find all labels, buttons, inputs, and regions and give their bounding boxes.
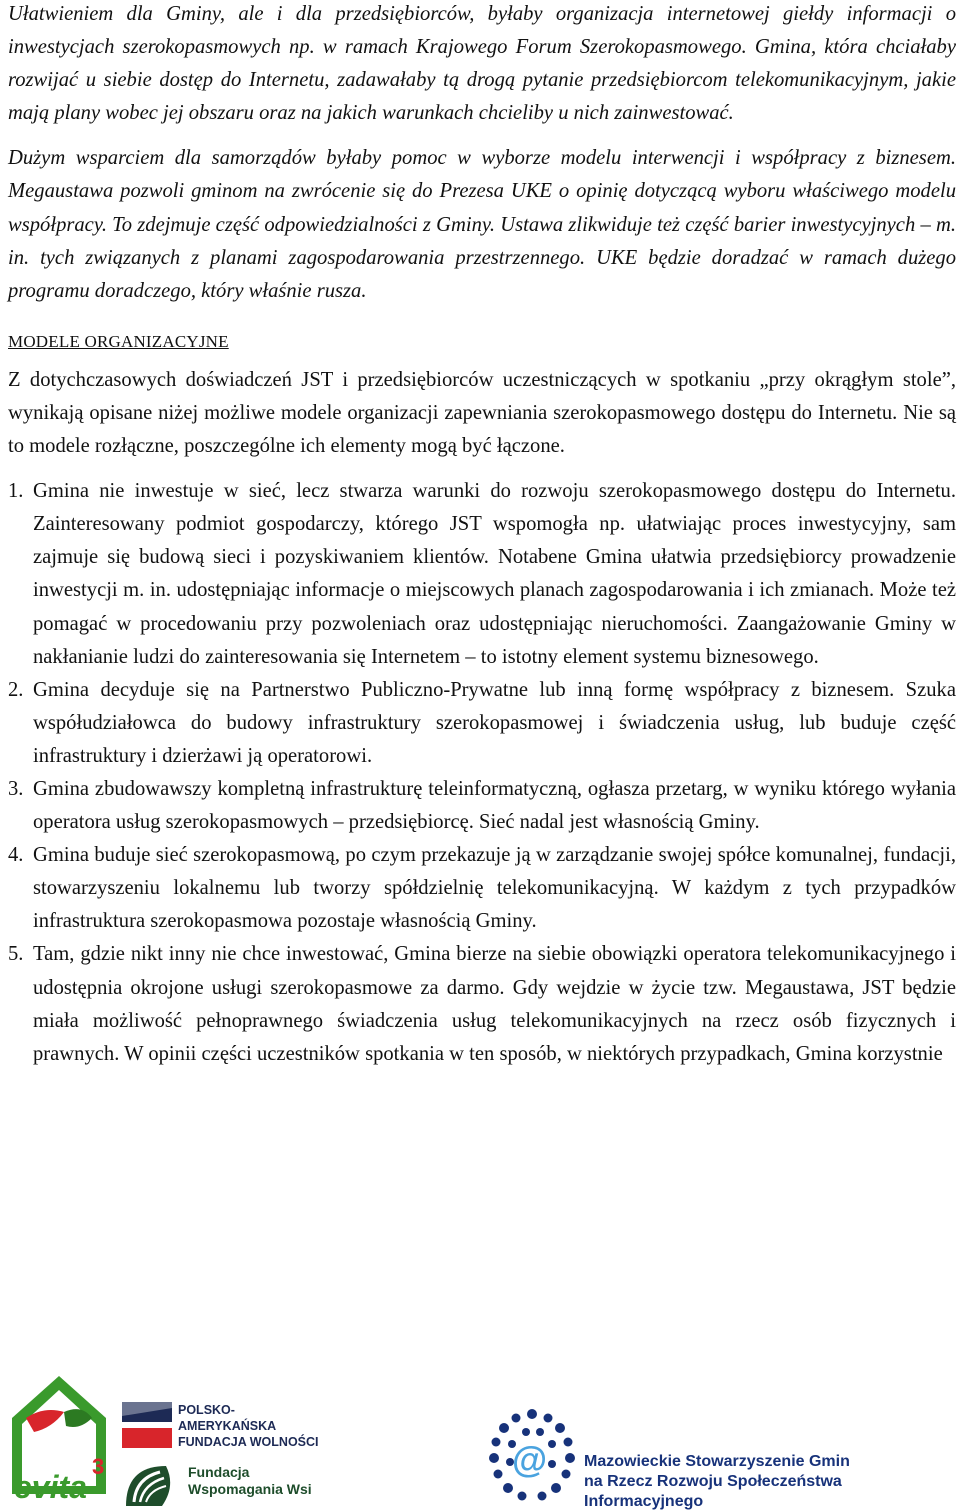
list-item (8, 674, 956, 773)
list-item-text: Gmina buduje sieć szerokopasmową, po czym przekazuje ją w zarządzanie swojej spółce komunalnej, fundacji, stowarzyszeniu lokalnemu lub tworzy spółdzielnię telekomunikacyjną. W każdym z tych przypadków infrastruktura szerokopasmowa pozostaje własnością Gminy. (33, 844, 956, 933)
msg-logo (482, 1404, 958, 1508)
document-body (8, 0, 956, 1071)
list-item (8, 938, 956, 1070)
list-item (8, 773, 956, 839)
at-sign-dots-icon (482, 1404, 582, 1508)
list-item-text: Gmina nie inwestuje w sieć, lecz stwarza warunki do rozwoju szerokopasmowego dostępu do Internetu. Zainteresowany podmiot gospodarczy, którego JST wspomogła np. ułatwiając proces inwestycyjny, sam zajmuje się budową sieci i pozyskiwaniem klientów. Notabene Gmina ułatwia przedsiębiorcy prowadzenie inwestycji m. in. udostępniając informacje o miejscowych planach zagospodarowania i ich zmianach. Może też pomagać w procedowaniu przy pozwoleniach oraz udostępniając nieruchomości. Zaangażowanie Gminy w nakłanianie ludzi do zainteresowania się Internetem – to istotny element systemu biznesowego. (33, 480, 956, 668)
evita-wordmark: evita (14, 1469, 87, 1505)
list-item (8, 475, 956, 674)
paragraph-giełda: Ułatwieniem dla Gminy, ale i dla przedsiębiorców, byłaby organizacja internetowej giełdy informacji o inwestycjach szerokopasmowych np. w ramach Krajowego Forum Szerokopasmowego. Gmina, która chciałaby rozwijać u siebie dostęp do Internetu, zadawałaby tą drogą pytanie przedsiębiorcom telekomunikacyjnym, jakie mają plany wobec jej obszaru oraz na jakich warunkach chcieliby u nich zainwestować. (8, 3, 956, 125)
flag-icon (122, 1402, 172, 1448)
paragraph-intro: Z dotychczasowych doświadczeń JST i przedsiębiorców uczestniczących w spotkaniu „przy okrągłym stole”, wynikają opisane niżej możliwe modele organizacji zapewniania szerokopasmowego dostępu do Internetu. Nie są to modele rozłączne, poszczególne ich elementy mogą być łączone. (8, 368, 956, 458)
section-heading: MODELE ORGANIZACYJNE (8, 331, 229, 351)
fww-title: Fundacja Wspomagania Wsi (188, 1464, 312, 1497)
list-item-text: Gmina zbudowawszy kompletną infrastrukturę teleinformatyczną, ogłasza przetarg, w wyniku którego wyłania operatora usług szerokopasmowych – przedsiębiorcę. Sieć nadal jest własnością Gminy. (33, 777, 956, 834)
list-item (8, 839, 956, 938)
footer-logos (0, 1360, 960, 1510)
wheat-emblem-icon (122, 1462, 180, 1508)
list-number: 5. (8, 943, 24, 966)
list-number: 4. (8, 844, 24, 867)
pafw-logo (122, 1398, 332, 1452)
evita-superscript: 3 (92, 1454, 105, 1479)
list-number: 1. (8, 480, 24, 503)
svg-text:@: @ (512, 1439, 548, 1480)
fww-logo (122, 1462, 332, 1508)
models-list (8, 475, 956, 1071)
pafw-title: POLSKO-AMERYKAŃSKA FUNDACJA WOLNOŚCI (178, 1403, 319, 1449)
list-number: 3. (8, 777, 24, 800)
paragraph-wsparcie: Dużym wsparciem dla samorządów byłaby pomoc w wyborze modelu interwencji i współpracy z biznesem. Megaustawa pozwoli gminom na zwrócenie się do Prezesa UKE o opinię dotyczącą wyboru właściwego modelu współpracy. To zdejmuje część odpowiedzialności z Gminy. Ustawa zlikwiduje też część barier inwestycyjnych – m. in. tych związanych z planami zagospodarowania przestrzennego. UKE będzie doradzać w ramach dużego programu doradczego, który właśnie rusza. (8, 147, 956, 302)
list-item-text: Tam, gdzie nikt inny nie chce inwestować, Gmina bierze na siebie obowiązki operatora telekomunikacyjnego i udostępnia okrojone usługi szerokopasmowe za darmo. Gdy wejdzie w życie tzw. Megaustawa, JST będzie miała możliwość pełnoprawnego świadczenia usług telekomunikacyjnych na rzecz osób fizycznych i prawnych. W opinii części uczestników spotkania w ten sposób, w niektórych przypadkach, Gmina korzystnie (33, 943, 956, 1065)
msg-title: Mazowieckie Stowarzyszenie Gmin na Rzecz Rozwoju Społeczeństwa Informacyjnego (584, 1453, 850, 1510)
list-item-text: Gmina decyduje się na Partnerstwo Publiczno-Prywatne lub inną formę współpracy z biznesem. Szuka współudziałowca do budowy infrastruktury szerokopasmowej i świadczenia usług, lub buduje część infrastruktury i dzierżawi ją operatorowi. (33, 678, 956, 767)
evita-logo (4, 1366, 114, 1506)
list-number: 2. (8, 678, 24, 701)
